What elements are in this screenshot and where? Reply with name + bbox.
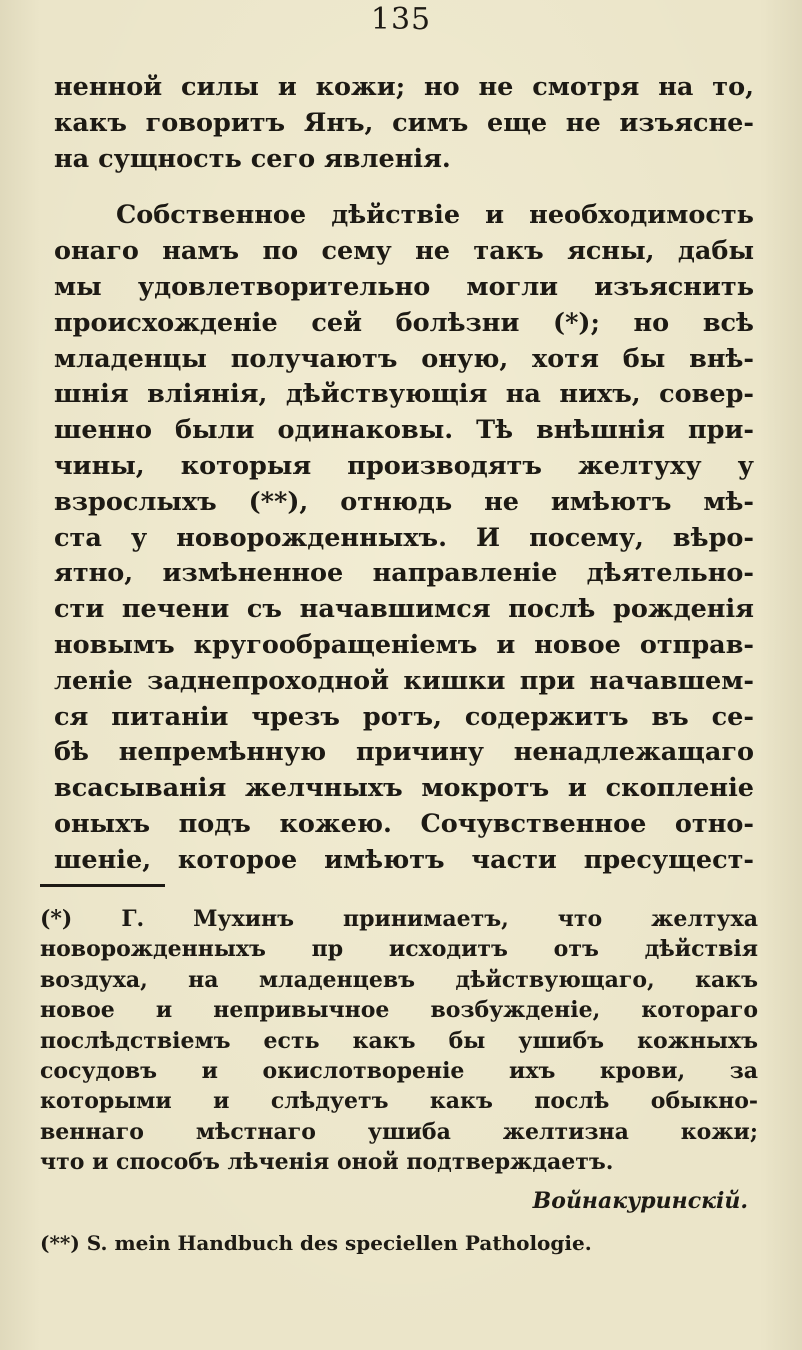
text-line: мы удовлетворительно могли изъяснить bbox=[54, 271, 754, 302]
footnote-signature: Войнакуринскій. bbox=[532, 1187, 748, 1214]
footnote-divider bbox=[40, 884, 165, 887]
text-line: шнія вліянія, дѣйствующія на нихъ, совер- bbox=[54, 379, 754, 410]
text-line: онаго намъ по сему не такъ ясны, дабы bbox=[54, 236, 754, 267]
footnote-line: воздуха, на младенцевъ дѣйствующаго, какъ bbox=[40, 966, 758, 993]
footnote-line: что и способъ лѣченія оной подтверждаетъ. bbox=[40, 1149, 614, 1176]
footnote-line: послѣдствіемъ есть какъ бы ушибъ кожныхъ bbox=[40, 1027, 758, 1054]
text-line: шеніе, которое имѣютъ части пресущест- bbox=[54, 844, 754, 875]
text-line: шенно были одинаковы. Тѣ внѣшнія при- bbox=[54, 415, 754, 446]
text-line: происхожденіе сей болѣзни (*); но всѣ bbox=[54, 307, 754, 338]
paragraph-1 bbox=[54, 70, 754, 177]
footnote-line: веннаго мѣстнаго ушиба желтизна кожи; bbox=[40, 1118, 758, 1145]
text-line: новымъ кругообращеніемъ и новое отправ- bbox=[54, 629, 754, 660]
footnote-line: (*) Г. Мухинъ принимаетъ, что желтуха bbox=[40, 906, 758, 932]
text-line: леніе заднепроходной кишки при начавшем- bbox=[54, 665, 754, 696]
footnote-line: которыми и слѣдуетъ какъ послѣ обыкно- bbox=[40, 1088, 758, 1115]
text-line: оныхъ подъ кожею. Сочувственное отно- bbox=[54, 808, 754, 839]
text-line: взрослыхъ (**), отнюдь не имѣютъ мѣ- bbox=[54, 486, 754, 517]
footnote-2 bbox=[40, 1228, 758, 1258]
text-line: ятно, измѣненное направленіе дѣятельно- bbox=[54, 558, 754, 589]
paragraph-2 bbox=[54, 198, 754, 878]
text-line: младенцы получаютъ оную, хотя бы внѣ- bbox=[54, 343, 754, 374]
text-line: сти печени съ начавшимся послѣ рожденія bbox=[54, 594, 754, 625]
main-text bbox=[54, 70, 754, 879]
text-line: ста у новорожденныхъ. И посему, вѣро- bbox=[54, 522, 754, 553]
footnote-line: (**) S. mein Handbuch des speciellen Pathologie. bbox=[40, 1231, 592, 1255]
page-number: 135 bbox=[370, 2, 432, 37]
text-line: всасыванія желчныхъ мокротъ и скопленіе bbox=[54, 773, 754, 804]
text-line: на сущность сего явленія. bbox=[54, 143, 451, 174]
text-line: ся питаніи чрезъ ротъ, содержитъ въ се- bbox=[54, 701, 754, 732]
footnote-line: новое и непривычное возбужденіе, котораго bbox=[40, 997, 758, 1024]
text-line: ненной силы и кожи; но не смотря на то, bbox=[54, 72, 754, 102]
footnote-1 bbox=[40, 904, 758, 1220]
footnote-line: сосудовъ и окислотвореніе ихъ крови, за bbox=[40, 1057, 758, 1084]
text-line: Собственное дѣйствіе и необходимость bbox=[116, 200, 754, 231]
text-line: какъ говоритъ Янъ, симъ еще не изъясне- bbox=[54, 107, 754, 138]
text-line: бѣ непремѣнную причину ненадлежащаго bbox=[54, 737, 754, 768]
footnote-line: новорожденныхъ пр исходитъ отъ дѣйствія bbox=[40, 936, 758, 963]
text-line: чины, которыя производятъ желтуху у bbox=[54, 450, 754, 481]
